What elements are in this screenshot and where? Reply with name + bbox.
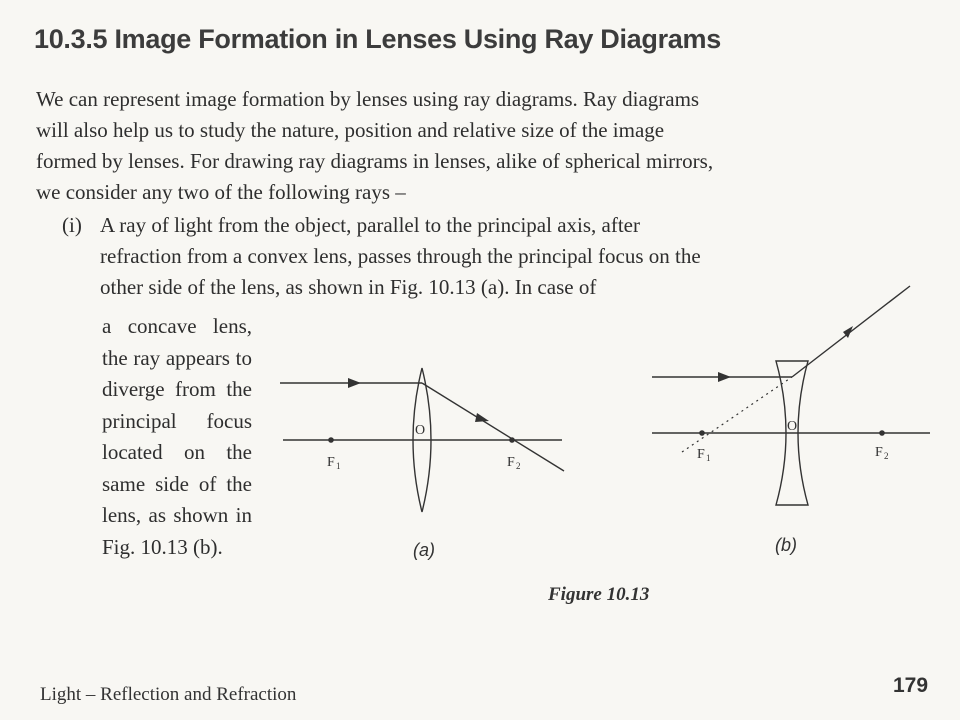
- focus-point-f2-a: [509, 437, 515, 443]
- focus-f1-subscript-b: 1: [706, 453, 711, 463]
- focus-point-f1-b: [699, 430, 705, 436]
- diagram-b-concave-lens: [652, 286, 930, 505]
- focus-f1-subscript-a: 1: [336, 461, 341, 471]
- intro-paragraph: We can represent image formation by lenses using ray diagrams. Ray diagrams will also help us to study the nature, position and relative size of the image formed by lenses. For drawing ray diagrams in lenses, alike of spherical mirrors, we consider any two of the following rays –: [36, 87, 714, 204]
- focus-point-f1-a: [328, 437, 334, 443]
- incident-ray-b-arrow: [718, 372, 731, 382]
- focus-f1-label-b: F: [697, 447, 705, 462]
- focus-f2-label-a: F: [507, 455, 515, 470]
- footer-chapter-title: Light – Reflection and Refraction: [40, 684, 297, 705]
- virtual-ray-b: [682, 377, 792, 452]
- focus-f2-label-b: F: [875, 445, 883, 460]
- focus-point-f2-b: [879, 430, 885, 436]
- refracted-ray-a: [422, 383, 564, 471]
- sub-caption-a: (a): [413, 540, 435, 560]
- focus-f2-subscript-a: 2: [516, 461, 521, 471]
- section-heading: 10.3.5 Image Formation in Lenses Using Ray Diagrams: [34, 24, 721, 54]
- list-item-continuation: a concave lens, the ray appears to diverge from the principal focus located on the same side of the lens, as shown in Fig. 10.13 (b).: [102, 314, 252, 559]
- optical-centre-label-a: O: [415, 423, 426, 438]
- optical-centre-label-b: O: [787, 419, 798, 434]
- list-item-text: A ray of light from the object, parallel to the principal axis, after refraction from a convex lens, passes through the principal focus on the other side of the lens, as shown in Fig. 10.13 (a). In case of: [100, 213, 701, 299]
- incident-ray-a-arrow: [348, 378, 361, 388]
- refracted-ray-b: [792, 286, 910, 377]
- focus-f1-label-a: F: [327, 455, 335, 470]
- figure-caption: Figure 10.13: [548, 584, 650, 605]
- page-number: 179: [893, 674, 929, 697]
- focus-f2-subscript-b: 2: [884, 451, 889, 461]
- list-item-marker: (i): [62, 213, 82, 237]
- refracted-ray-a-arrow: [475, 413, 489, 422]
- diagram-a-convex-lens: [280, 368, 564, 512]
- sub-caption-b: (b): [775, 535, 797, 555]
